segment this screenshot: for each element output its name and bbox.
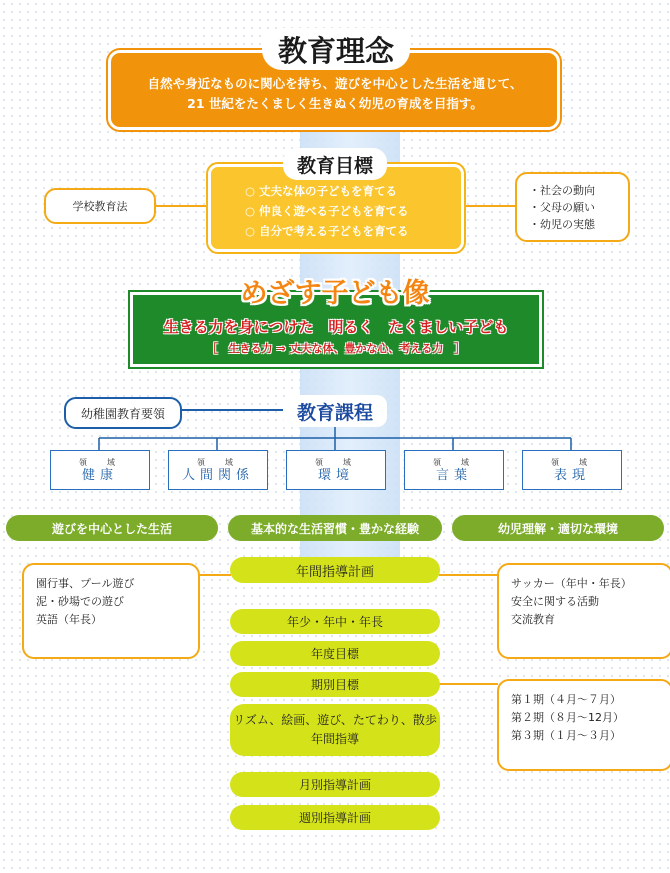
goal-item: ○ 丈夫な体の子どもを育てる	[245, 184, 398, 198]
goal-item: ○ 仲良く遊べる子どもを育てる	[245, 204, 409, 218]
callout-line: 第２期（８月～12月）	[511, 711, 624, 724]
goals-title: 教育目標	[283, 148, 387, 180]
influence-item: ・父母の願い	[529, 200, 595, 214]
callout-line: 交流教育	[511, 613, 555, 626]
vision-title: めざす子ども像	[240, 277, 430, 309]
domain-name: 環境	[317, 467, 354, 483]
domain-language	[404, 450, 504, 490]
domain-name: 健康	[81, 467, 118, 483]
activities-plan	[230, 704, 440, 756]
domain-label: 領 域	[551, 457, 593, 467]
domain-label: 領 域	[79, 457, 121, 467]
domain-health	[50, 450, 150, 490]
callout-line: 泥・砂場での遊び	[36, 595, 124, 608]
grade-levels: 年少・年中・年長	[230, 609, 440, 634]
vision-main-text: 生きる力を身につけた 明るく たくましい子ども	[163, 318, 509, 336]
annual-plan: 年間指導計画	[230, 557, 440, 583]
school-education-law-box: 学校教育法	[44, 188, 156, 224]
influence-item: ・社会の動向	[529, 183, 595, 197]
periods-callout	[497, 679, 670, 771]
philosophy-title: 教育理念	[262, 28, 410, 70]
philosophy-text	[145, 74, 525, 114]
callout-line: 第３期（１月～３月）	[511, 729, 621, 742]
weekly-plan: 週別指導計画	[230, 805, 440, 830]
goal-item: ○ 自分で考える子どもを育てる	[245, 224, 409, 238]
domain-expression	[522, 450, 622, 490]
callout-line: 安全に関する活動	[511, 595, 599, 608]
domain-environment	[286, 450, 386, 490]
domain-label: 領 域	[197, 457, 239, 467]
period-goal: 期別目標	[230, 672, 440, 697]
pillar-child-understanding: 幼児理解・適切な環境	[452, 515, 664, 541]
domain-name: 表現	[553, 467, 590, 483]
domain-name: 人間関係	[181, 467, 254, 483]
influences-box	[515, 172, 630, 242]
philosophy-line-1: 自然や身近なものに関心を持ち、遊びを中心とした生活を通じて、	[147, 76, 523, 91]
activities-callout	[497, 563, 670, 659]
domain-label: 領 域	[433, 457, 475, 467]
activities-line-1: リズム、絵画、遊び、たてわり、散歩	[233, 713, 437, 727]
activities-line-2: 年間指導	[310, 732, 359, 746]
domain-relationships	[168, 450, 268, 490]
vision-sub-text: ［ 生きる力 ⇒ 丈夫な体、豊かな心、考える力 ］	[206, 342, 466, 355]
callout-line: 第１期（４月～７月）	[511, 693, 621, 706]
yearly-goal: 年度目標	[230, 641, 440, 666]
callout-line: 英語（年長）	[36, 613, 102, 626]
philosophy-line-2: 21 世紀をたくましく生きぬく幼児の育成を目指す。	[187, 96, 483, 111]
callout-line: 園行事、プール遊び	[36, 577, 135, 590]
callout-line: サッカー（年中・年長）	[511, 577, 632, 590]
monthly-plan: 月別指導計画	[230, 772, 440, 797]
kindergarten-guideline-box: 幼稚園教育要領	[64, 397, 182, 429]
events-callout	[22, 563, 200, 659]
curriculum-title: 教育課程	[283, 395, 387, 427]
influence-item: ・幼児の実態	[529, 217, 595, 231]
domain-name: 言葉	[435, 467, 472, 483]
pillar-play-centered: 遊びを中心とした生活	[6, 515, 218, 541]
domain-label: 領 域	[315, 457, 357, 467]
pillar-basic-habits: 基本的な生活習慣・豊かな経験	[228, 515, 442, 541]
